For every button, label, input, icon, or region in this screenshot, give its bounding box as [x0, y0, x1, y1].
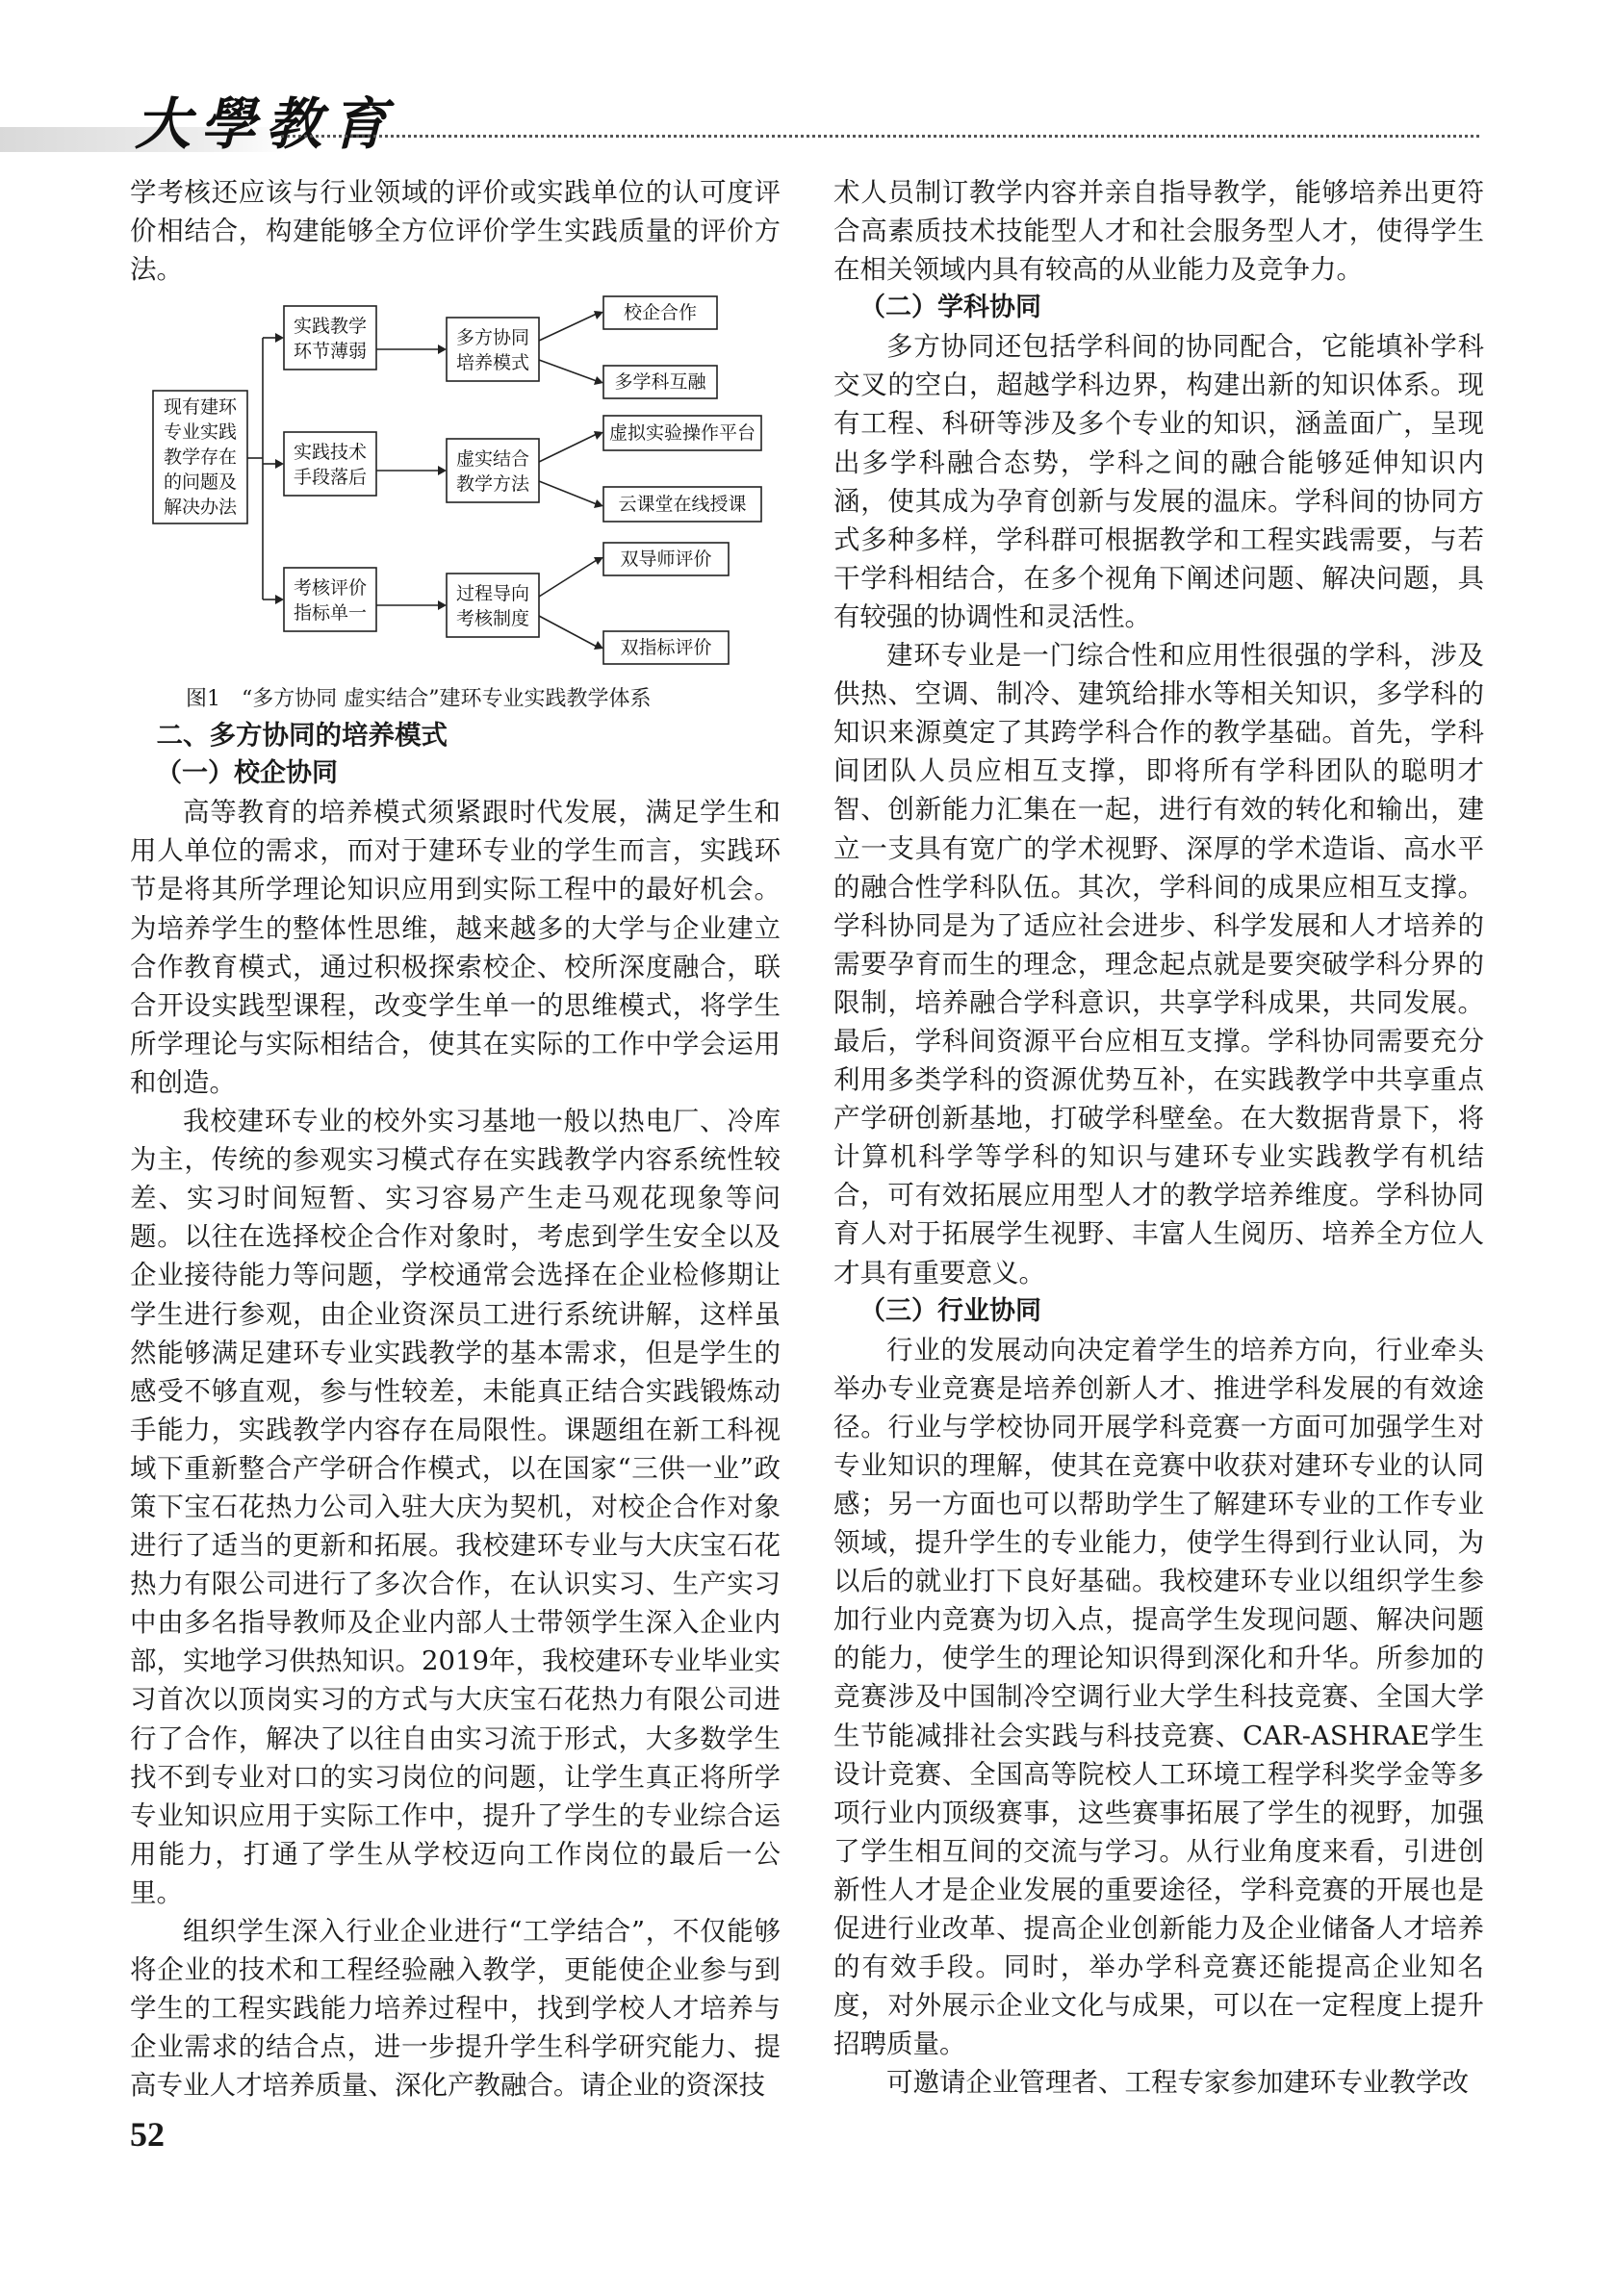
method-label-1: 多方协同培养模式 [456, 327, 530, 374]
problem-label-3: 考核评价指标单一 [294, 577, 368, 625]
problem-label-2: 实践技术手段落后 [294, 442, 368, 489]
subsection-heading: （二）学科协同 [859, 293, 1041, 323]
subsection-heading: （三）行业协同 [859, 1295, 1041, 1326]
paragraph: 组织学生深入行业企业进行“工学结合”，不仅能够将企业的技术和工程经验融入教学，更能使企业参与到学生的工程实践能力培养过程中，找到学校人才培养与企业需求的结合点，进一步提升学生科学研究能力、提高专业人才培养质量、深化产教融合。请企业的资深技 [130, 1916, 781, 2102]
figure-caption: 图1 “多方协同 虚实结合”建环专业实践教学体系 [186, 687, 652, 712]
paragraph: 多方协同还包括学科间的协同配合，它能填补学科交叉的空白，超越学科边界，构建出新的知识体系。现有工程、科研等涉及多个专业的知识，涵盖面广，呈现出多学科融合态势，学科之间的融合能够延伸知识内涵，使其成为孕育创新与发展的温床。学科间的协同方式多种多样，学科群可根据教学和工程实践需要，与若干学科相结合，在多个视角下阐述问题、解决问题，具有较强的协调性和灵活性。 [833, 331, 1484, 632]
leaf-label-2a: 虚拟实验操作平台 [608, 422, 756, 445]
paragraph: 学考核还应该与行业领域的评价或实践单位的认可度评价相结合，构建能够全方位评价学生实践质量的评价方法。 [130, 177, 781, 286]
figure-1-flowchart [130, 294, 781, 679]
paragraph: 可邀请企业管理者、工程专家参加建环专业教学改 [886, 2067, 1469, 2099]
left-column [130, 173, 781, 2105]
problem-label-1: 实践教学环节薄弱 [294, 316, 368, 363]
root-label: 现有建环专业实践教学存在的问题及解决办法 [163, 396, 237, 519]
paragraph: 建环专业是一门综合性和应用性很强的学科，涉及供热、空调、制冷、建筑给排水等相关知识，多学科的知识来源奠定了其跨学科合作的教学基础。首先，学科间团队人员应相互支撑，即将所有学科团队的聪明才智、创新能力汇集在一起，进行有效的转化和输出，建立一支具有宽广的学术视野、深厚的学术造诣、高水平的融合性学科队伍。其次，学科间的成果应相互支撑。学科协同是为了适应社会进步、科学发展和人才培养的需要孕育而生的理念，理念起点就是要突破学科分界的限制，培养融合学科意识，共享学科成果，共同发展。最后，学科间资源平台应相互支撑。学科协同需要充分利用多类学科的资源优势互补，在实践教学中共享重点产学研创新基地，打破学科壁垒。在大数据背景下，将计算机科学等学科的知识与建环专业实践教学有机结合，可有效拓展应用型人才的教学培养维度。学科协同育人对于拓展学生视野、丰富人生阅历、培养全方位人才具有重要意义。 [833, 640, 1484, 1288]
leaf-label-1a: 校企合作 [623, 302, 697, 324]
leaf-label-3b: 双指标评价 [620, 637, 712, 659]
section-heading: 二、多方协同的培养模式 [156, 720, 448, 752]
leaf-label-3a: 双导师评价 [620, 548, 712, 571]
paragraph: 行业的发展动向决定着学生的培养方向，行业牵头举办专业竞赛是培养创新人才、推进学科发展的有效途径。行业与学校协同开展学科竞赛一方面可加强学生对专业知识的理解，使其在竞赛中收获对建环专业的认同感；另一方面也可以帮助学生了解建环专业的工作专业领域，提升学生的专业能力，使学生得到行业认同，为以后的就业打下良好基础。我校建环专业以组织学生参加行业内竞赛为切入点，提高学生发现问题、解决问题的能力，使学生的理论知识得到深化和升华。所参加的竞赛涉及中国制冷空调行业大学生科技竞赛、全国大学生节能减排社会实践与科技竞赛、CAR-ASHRAE学生设计竞赛、全国高等院校人工环境工程学科奖学金等多项行业内顶级赛事，这些赛事拓展了学生的视野，加强了学生相互间的交流与学习。从行业角度来看，引进创新性人才是企业发展的重要途径，学科竞赛的开展也是促进行业改革、提高企业创新能力及企业储备人才培养的有效手段。同时，举办学科竞赛还能提高企业知名度，对外展示企业文化与成果，可以在一定程度上提升招聘质量。 [833, 1334, 1484, 2060]
subsection-heading: （一）校企协同 [156, 758, 338, 789]
paragraph: 高等教育的培养模式须紧跟时代发展，满足学生和用人单位的需求，而对于建环专业的学生而言，实践环节是将其所学理论知识应用到实际工程中的最好机会。为培养学生的整体性思维，越来越多的大学与企业建立合作教育模式，通过积极探索校企、校所深度融合，联合开设实践型课程，改变学生单一的思维模式，将学生所学理论与实际相结合，使其在实际的工作中学会运用和创造。 [130, 797, 781, 1098]
paragraph: 术人员制订教学内容并亲自指导教学，能够培养出更符合高素质技术技能型人才和社会服务型人才，使得学生在相关领域内具有较高的从业能力及竞争力。 [833, 177, 1484, 286]
page-number: 52 [130, 2115, 165, 2154]
method-label-2: 虚实结合教学方法 [456, 448, 530, 496]
leaf-label-1b: 多学科互融 [614, 371, 706, 394]
journal-title: 大學教育 [135, 91, 397, 157]
header-dotted-rule [281, 135, 1479, 138]
paragraph: 我校建环专业的校外实习基地一般以热电厂、冷库为主，传统的参观实习模式存在实践教学内容系统性较差、实习时间短暂、实习容易产生走马观花现象等问题。以往在选择校企合作对象时，考虑到学生安全以及企业接待能力等问题，学校通常会选择在企业检修期让学生进行参观，由企业资深员工进行系统讲解，这样虽然能够满足建环专业实践教学的基本需求，但是学生的感受不够直观，参与性较差，未能真正结合实践锻炼动手能力，实践教学内容存在局限性。课题组在新工科视域下重新整合产学研合作模式，以在国家“三供一业”政策下宝石花热力公司入驻大庆为契机，对校企合作对象进行了适当的更新和拓展。我校建环专业与大庆宝石花热力有限公司进行了多次合作，在认识实习、生产实习中由多名指导教师及企业内部人士带领学生深入企业内部，实地学习供热知识。2019年，我校建环专业毕业实习首次以顶岗实习的方式与大庆宝石花热力有限公司进行了合作，解决了以往自由实习流于形式，大多数学生找不到专业对口的实习岗位的问题，让学生真正将所学专业知识应用于实际工作中，提升了学生的专业综合运用能力，打通了学生从学校迈向工作岗位的最后一公里。 [130, 1106, 781, 1908]
method-label-3: 过程导向考核制度 [456, 583, 530, 630]
right-column [833, 173, 1484, 2103]
leaf-label-2b: 云课堂在线授课 [618, 494, 747, 516]
